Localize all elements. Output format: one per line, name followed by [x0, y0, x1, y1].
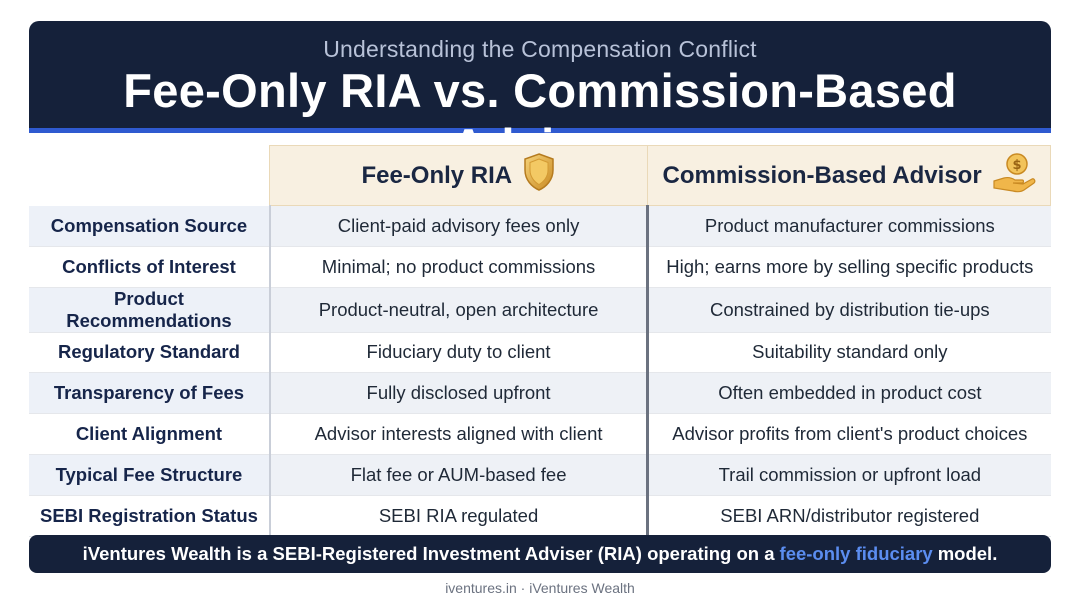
header-banner — [29, 21, 1051, 133]
fee-only-cell: Advisor interests aligned with client — [270, 414, 648, 455]
commission-cell: Suitability standard only — [648, 332, 1051, 373]
money-hand-icon — [992, 151, 1036, 200]
disclosure-banner — [29, 535, 1051, 573]
commission-cell: SEBI ARN/distributor registered — [648, 495, 1051, 536]
row-label: Transparency of Fees — [29, 373, 270, 414]
row-label: Product Recommendations — [29, 287, 270, 332]
row-label: SEBI Registration Status — [29, 495, 270, 536]
table-row — [29, 287, 1051, 332]
row-label: Compensation Source — [29, 206, 270, 247]
commission-cell: Often embedded in product cost — [648, 373, 1051, 414]
table-row — [29, 373, 1051, 414]
column-header-commission — [648, 146, 1051, 206]
fee-only-cell: SEBI RIA regulated — [270, 495, 648, 536]
table-row — [29, 246, 1051, 287]
commission-cell: Advisor profits from client's product choices — [648, 414, 1051, 455]
table-row — [29, 206, 1051, 247]
fee-only-cell: Minimal; no product commissions — [270, 246, 648, 287]
table-row — [29, 332, 1051, 373]
svg-text:$: $ — [1012, 158, 1022, 173]
page-title: Fee-Only RIA vs. Commission-Based — [123, 64, 957, 117]
footer-credit: iventures.in · iVentures Wealth — [445, 580, 635, 596]
table-row — [29, 495, 1051, 536]
shield-icon — [522, 152, 556, 199]
comparison-table — [29, 145, 1051, 537]
column-header-label: Fee-Only RIA — [361, 161, 513, 189]
fee-only-cell: Fiduciary duty to client — [270, 332, 648, 373]
table-row — [29, 454, 1051, 495]
commission-cell: Trail commission or upfront load — [648, 454, 1051, 495]
fee-only-cell: Flat fee or AUM-based fee — [270, 454, 648, 495]
banner-text-end: model. — [937, 543, 998, 564]
column-header-fee-only — [270, 146, 648, 206]
fee-only-cell: Product-neutral, open architecture — [270, 287, 648, 332]
commission-cell: High; earns more by selling specific products — [648, 246, 1051, 287]
row-label: Regulatory Standard — [29, 332, 270, 373]
commission-cell: Product manufacturer commissions — [648, 206, 1051, 247]
column-header-label: Commission-Based Advisor — [662, 161, 982, 189]
page-subtitle: Understanding the Compensation Conflict — [323, 36, 757, 62]
row-label: Conflicts of Interest — [29, 246, 270, 287]
banner-highlight: fee-only fiduciary — [779, 543, 933, 564]
fee-only-cell: Client-paid advisory fees only — [270, 206, 648, 247]
commission-cell: Constrained by distribution tie-ups — [648, 287, 1051, 332]
table-corner — [29, 146, 270, 206]
row-label: Typical Fee Structure — [29, 454, 270, 495]
fee-only-cell: Fully disclosed upfront — [270, 373, 648, 414]
row-label: Client Alignment — [29, 414, 270, 455]
table-row — [29, 414, 1051, 455]
banner-text: iVentures Wealth is a SEBI-Registered Investment Adviser (RIA) operating on a — [82, 543, 775, 564]
